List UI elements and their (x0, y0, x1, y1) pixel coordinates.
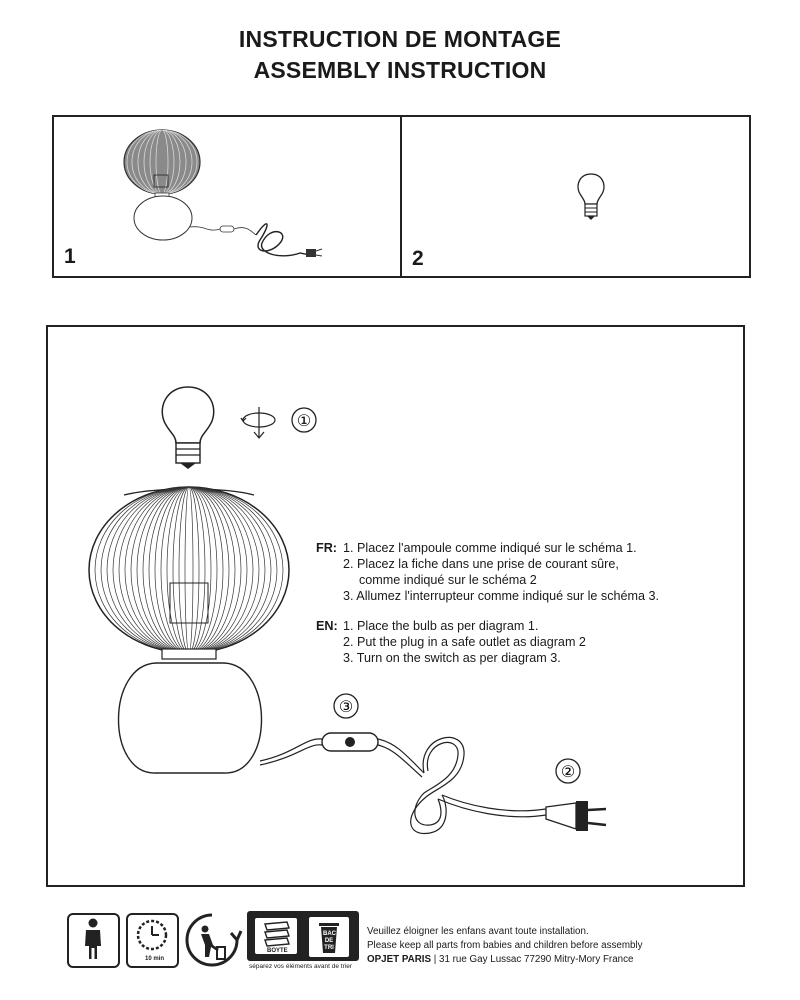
en-step-2: 2. Put the plug in a safe outlet as diagram 2 (343, 635, 586, 649)
en-step-1: 1. Place the bulb as per diagram 1. (343, 619, 539, 633)
warning-english: Please keep all parts from babies and children before assembly (367, 940, 643, 951)
fr-step-1: 1. Placez l'ampoule comme indiqué sur le schéma 1. (343, 541, 637, 555)
instructions-text (316, 540, 659, 666)
footer-text (367, 925, 643, 967)
callout-3: ③ (338, 699, 354, 716)
bin-label: BAC DE TRI (323, 931, 336, 951)
clock-icon (126, 913, 179, 968)
bulb-icon (162, 387, 213, 469)
fr-step-2: 2. Placez la fiche dans une prise de courant sûre, (343, 557, 619, 571)
callout-1: ① (296, 413, 312, 430)
packaging-icon (247, 911, 359, 961)
en-step-3: 3. Turn on the switch as per diagram 3. (343, 651, 561, 665)
switch-icon (322, 733, 378, 751)
clock-label: 10 min (145, 956, 165, 962)
packaging-label: BOYTE (267, 948, 288, 954)
en-label: EN: (316, 619, 338, 633)
recycle-icon (183, 911, 241, 969)
sort-note: séparez vos éléments avant de trier (249, 963, 352, 970)
rotation-arrow-icon (241, 407, 275, 438)
company-name: OPJET PARIS (367, 954, 432, 965)
company-address: | 31 rue Gay Lussac 77290 Mitry-Mory France (431, 954, 634, 965)
lamp-thumbnail-illustration (120, 125, 330, 270)
step-1-number: 1 (64, 245, 76, 268)
plug-icon (546, 801, 606, 831)
fr-label: FR: (316, 541, 337, 555)
warning-french: Veuillez éloigner les enfans avant toute installation. (367, 926, 589, 937)
person-icon (67, 913, 120, 968)
fr-step-3: 3. Allumez l'interrupteur comme indiqué sur le schéma 3. (343, 589, 659, 603)
title-french: INSTRUCTION DE MONTAGE (238, 26, 562, 52)
title-english: ASSEMBLY INSTRUCTION (253, 57, 547, 83)
recycle-bin-icon (309, 917, 349, 957)
bulb-icon (574, 172, 608, 222)
fr-step-2-cont: comme indiqué sur le schéma 2 (359, 573, 537, 587)
step-2-number: 2 (412, 247, 424, 270)
callout-2: ② (560, 764, 576, 781)
